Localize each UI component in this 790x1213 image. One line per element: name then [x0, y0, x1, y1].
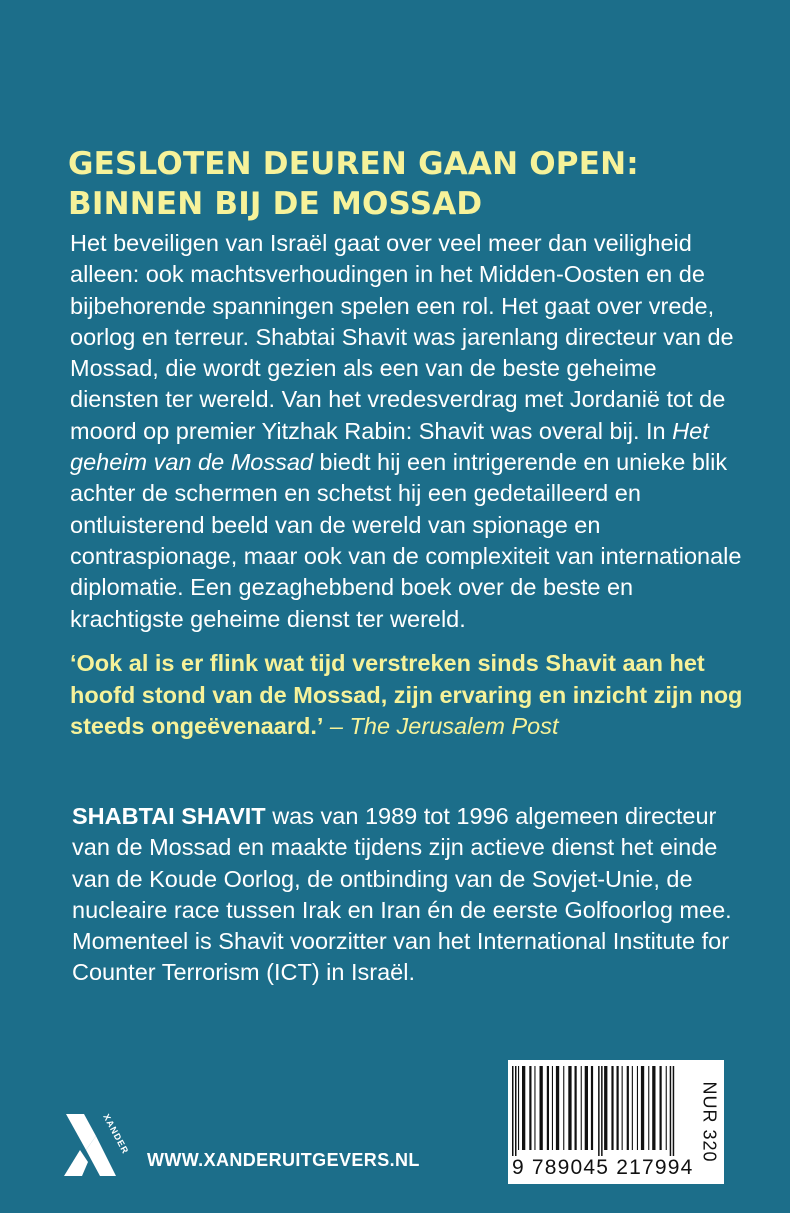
barcode-bar [648, 1066, 649, 1150]
barcode-bar [512, 1066, 514, 1156]
barcode-bar [552, 1066, 553, 1150]
barcode-bars [508, 1060, 694, 1156]
barcode-bar [556, 1066, 559, 1150]
bio-text: was van 1989 tot 1996 algemeen directeur van de Mossad en maakte tijdens zijn actieve dienst het einde van de Koude Oorlog, de ontbinding van de Sovjet-Unie, de nucleaire race tussen Irak en Iran én de eerste Golfoorlog mee. Momenteel is Shavit voorzitter van het International Institute for Counter Terrorism (ICT) in Israël. [72, 803, 732, 986]
blurb-text-part-1: Het beveiligen van Israël gaat over veel meer dan veiligheid alleen: ook machtsverhoudingen in het Midden-Oosten en de bijbehorende spanningen spelen een rol. Het gaat over vrede, oorlog en terreur. Shabtai Shavit was jarenlang directeur van de Mossad, die wordt gezien als een van de beste geheime diensten ter wereld. Van het vredesverdrag met Jordanië tot de moord op premier Yitzhak Rabin: Shavit was overal bij. In [70, 230, 734, 444]
barcode-bar [591, 1066, 593, 1150]
barcode-bar [652, 1066, 655, 1150]
barcode-bar [585, 1066, 588, 1150]
barcode-bar [568, 1066, 571, 1150]
barcode-bar [522, 1066, 525, 1150]
barcode-bar [637, 1066, 638, 1150]
quote-dash: – [323, 713, 350, 739]
barcode-bar [575, 1066, 577, 1150]
barcode-bar [611, 1066, 613, 1150]
barcode-bar [540, 1066, 543, 1150]
barcode-bar [604, 1066, 607, 1150]
isbn-number: 9 789045 217994 [512, 1156, 694, 1179]
book-blurb [70, 228, 750, 635]
quote-source: The Jerusalem Post [349, 713, 559, 739]
blurb-book-title: Het geheim van de Mossad [70, 417, 709, 476]
barcode-bar [627, 1066, 629, 1150]
barcode-bar [617, 1066, 619, 1150]
nur-code [696, 1062, 722, 1182]
barcode-bar [666, 1066, 667, 1150]
cover-heading [68, 144, 728, 224]
heading-line-1: GESLOTEN DEUREN GAAN OPEN: [68, 146, 639, 182]
barcode-bar [529, 1066, 531, 1150]
barcode-bar [622, 1066, 623, 1150]
xander-logo-icon [62, 1112, 131, 1178]
barcode-bar [534, 1066, 535, 1150]
barcode-bar [670, 1066, 672, 1156]
xander-logo-text: XANDER [101, 1112, 131, 1156]
barcode-bar [518, 1066, 519, 1150]
author-name: SHABTAI SHAVIT [72, 803, 266, 829]
barcode-bar [581, 1066, 582, 1150]
barcode-bar [632, 1066, 633, 1150]
barcode-bar [641, 1066, 644, 1150]
isbn-barcode [508, 1060, 724, 1184]
heading-line-2: BINNEN BIJ DE MOSSAD [68, 186, 483, 222]
barcode-bar [660, 1066, 662, 1150]
barcode-bar [598, 1066, 600, 1156]
blurb-text-part-2: biedt hij een intrigerende en unieke blik achter de schermen en schetst hij een gedetailleerd en ontluisterend beeld van de wereld van spionage en contraspionage, maar ook van de complexiteit van internationale diplomatie. Een gezaghebbend boek over de beste en krachtigste geheime dienst ter wereld. [70, 449, 742, 632]
quote-text: ‘Ook al is er flink wat tijd verstreken sinds Shavit aan het hoofd stond van de Mossad, zijn ervaring en inzicht zijn nog steeds ongeëvenaard.’ [70, 650, 743, 739]
barcode-bar [673, 1066, 675, 1156]
author-bio [72, 801, 752, 989]
barcode-bar [547, 1066, 549, 1150]
barcode-bar [515, 1066, 517, 1156]
barcode-bar [601, 1066, 603, 1156]
nur-code-text: NUR 320 [699, 1081, 720, 1163]
publisher-website: WWW.XANDERUITGEVERS.NL [147, 1150, 420, 1170]
press-quote [70, 648, 750, 743]
barcode-bar [563, 1066, 564, 1150]
